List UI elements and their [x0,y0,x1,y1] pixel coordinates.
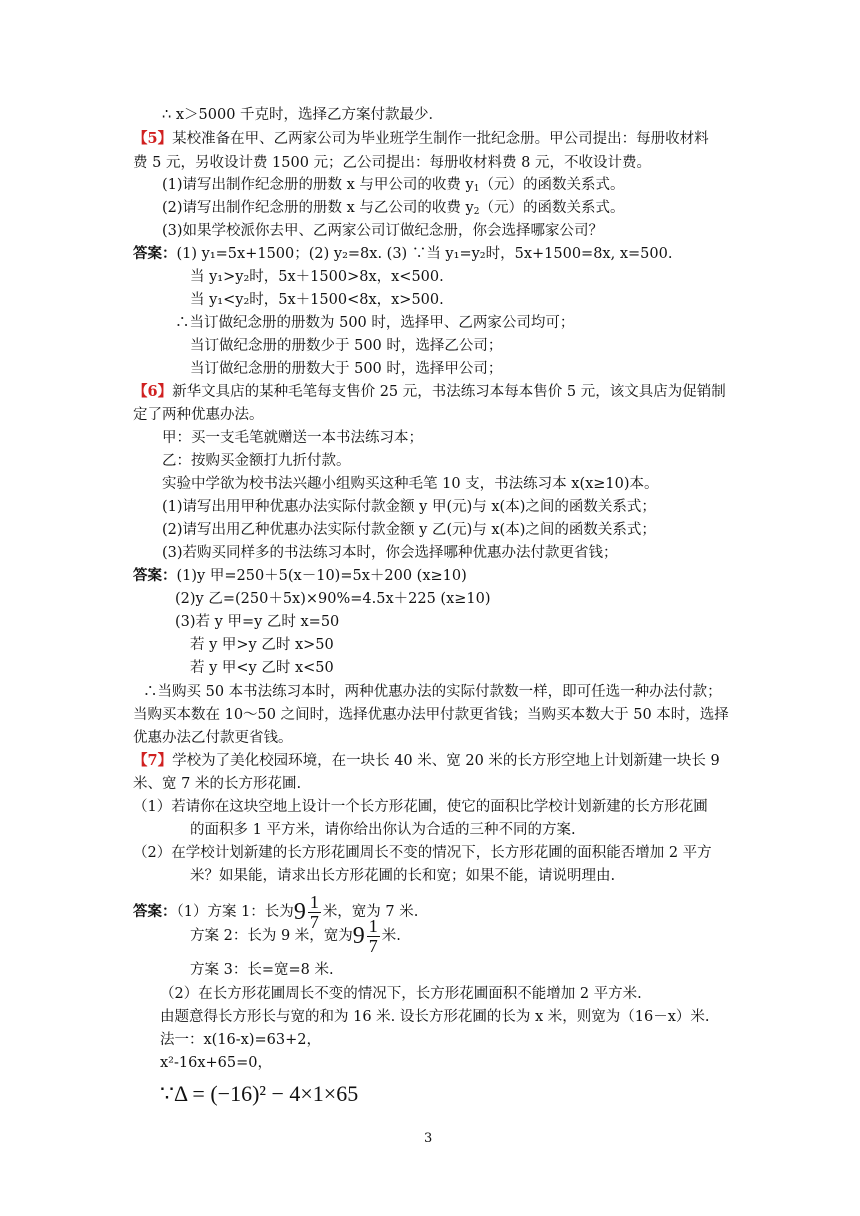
question-7 [133,752,720,770]
answer-line: 当订做纪念册的册数大于 500 时，选择甲公司； [190,361,503,377]
page-number: 3 [424,1131,433,1146]
text-line: 乙：按购买金额打九折付款。 [162,453,351,469]
text-line: 费 5 元，另收设计费 1500 元；乙公司提出：每册收材料费 8 元，不收设计费。 [133,155,652,171]
fraction [367,917,380,956]
answer-line: 当 y₁<y₂时，5x＋1500<8x，x>500. [190,292,444,308]
question-text: 新华文具店的某种毛笔每支售价 25 元，书法练习本每本售价 5 元，该文具店为促销制 [172,384,726,400]
answer-line: 优惠办法乙付款更省钱。 [133,730,293,746]
answer-line: 若 y 甲<y 乙时 x<50 [190,660,334,676]
answer-label: 答案： [133,245,177,262]
fraction-denominator: 7 [368,935,378,956]
answer-line: （2）在长方形花圃周长不变的情况下，长方形花圃面积不能增加 2 平方米. [160,986,642,1002]
answer-text: (1) y₁=5x+1500；(2) y₂=8x. (3) ∵当 y₁=y₂时，5x+1500=8x, x=500. [176,246,673,262]
answer-label: 答案： [133,903,177,920]
sub-question: (1)请写出制作纪念册的册数 x 与甲公司的收费 $y_1$（元）的函数关系式。 [162,177,625,194]
answer-label: 答案： [133,567,177,584]
answer-line [190,916,401,956]
mixed-number-whole: 9 [293,899,306,925]
answer-text: 米，宽为 7 米. [322,904,419,920]
fraction-denominator: 7 [309,911,319,932]
text-line: 实验中学欲为校书法兴趣小组购买这种毛笔 10 支，书法练习本 x(x≥10)本。 [162,476,659,492]
question-text: 某校准备在甲、乙两家公司为毕业班学生制作一批纪念册。甲公司提出：每册收材料 [172,131,709,147]
fraction-numerator: 1 [368,915,378,936]
fraction-numerator: 1 [309,891,319,912]
answer-text: (1)y 甲=250＋5(x－10)=5x＋200 (x≥10) [176,568,467,584]
answer-line: ∴当购买 50 本书法练习本时，两种优惠办法的实际付款数一样，即可任选一种办法付款； [143,684,722,700]
text-line: 米、宽 7 米的长方形花圃. [133,776,302,792]
answer-line [133,245,672,263]
text-line: 甲：买一支毛笔就赠送一本书法练习本； [162,430,423,446]
sub-question: (3)如果学校派你去甲、乙两家公司订做纪念册，你会选择哪家公司？ [162,223,604,239]
sub-question: （2）在学校计划新建的长方形花圃周长不变的情况下，长方形花圃的面积能否增加 2 平方 [133,845,712,861]
text-line: ∴ x＞5000 千克时，选择乙方案付款最少． [162,107,444,123]
question-label: 【5】 [133,130,173,147]
answer-text: 米. [381,928,401,944]
sub-question: (2)请写出制作纪念册的册数 x 与乙公司的收费 $y_2$（元）的函数关系式。 [162,200,625,217]
equation: ∵Δ = (−16)² − 4×1×65 [160,1081,359,1106]
text-span: （元）的函数关系式。 [479,200,625,216]
answer-line: 当订做纪念册的册数少于 500 时，选择乙公司； [190,338,503,354]
question-label: 【6】 [133,383,173,400]
question-label: 【7】 [133,752,173,769]
answer-line: ∴当订做纪念册的册数为 500 时，选择甲、乙两家公司均可； [175,315,575,331]
answer-line: 法一：x(16-x)=63+2， [160,1032,321,1048]
text-span: (2)请写出制作纪念册的册数 x 与乙公司的收费 y [162,200,474,216]
answer-line [133,567,467,585]
sub-question: 米？如果能，请求出长方形花圃的长和宽；如果不能，请说明理由. [190,868,616,884]
text-span: （元）的函数关系式。 [479,177,625,193]
answer-line: x²-16x+65=0， [160,1055,272,1071]
question-5 [133,130,709,148]
answer-line: (3)若 y 甲=y 乙时 x=50 [175,614,340,630]
sub-question: （1）若请你在这块空地上设计一个长方形花圃，使它的面积比学校计划新建的长方形花圃 [133,799,708,815]
question-6 [133,383,726,401]
answer-line: 若 y 甲>y 乙时 x>50 [190,637,334,653]
answer-line: (2)y 乙=(250＋5x)×90%=4.5x＋225 (x≥10) [175,591,491,607]
sub-question: (2)请写出用乙种优惠办法实际付款金额 y 乙(元)与 x(本)之间的函数关系式； [162,522,656,538]
answer-line: 方案 3：长=宽=8 米. [190,962,334,978]
answer-line: 由题意得长方形长与宽的和为 16 米. 设长方形花圃的长为 x 米，则宽为（16－x）米. [160,1009,710,1025]
answer-line: 当购买本数在 10～50 之间时，选择优惠办法甲付款更省钱；当购买本数大于 50 本时，选择 [133,707,729,723]
sub-question: 的面积多 1 平方米，请你给出你认为合适的三种不同的方案. [190,822,576,838]
text-line: 定了两种优惠办法。 [133,407,264,423]
sub-question: (3)若购买同样多的书法练习本时，你会选择哪种优惠办法付款更省钱； [162,545,618,561]
answer-text: 方案 2：长为 9 米，宽为 [190,928,353,944]
sub-question: (1)请写出用甲种优惠办法实际付款金额 y 甲(元)与 x(本)之间的函数关系式； [162,499,656,515]
question-text: 学校为了美化校园环境，在一块长 40 米、宽 20 米的长方形空地上计划新建一块长 9 [172,753,720,769]
text-span: (1)请写出制作纪念册的册数 x 与甲公司的收费 y [162,177,474,193]
answer-text: （1）方案 1：长为 [176,904,294,920]
answer-line: 当 y₁>y₂时，5x＋1500>8x，x<500. [190,269,444,285]
mixed-number-whole: 9 [352,923,365,949]
